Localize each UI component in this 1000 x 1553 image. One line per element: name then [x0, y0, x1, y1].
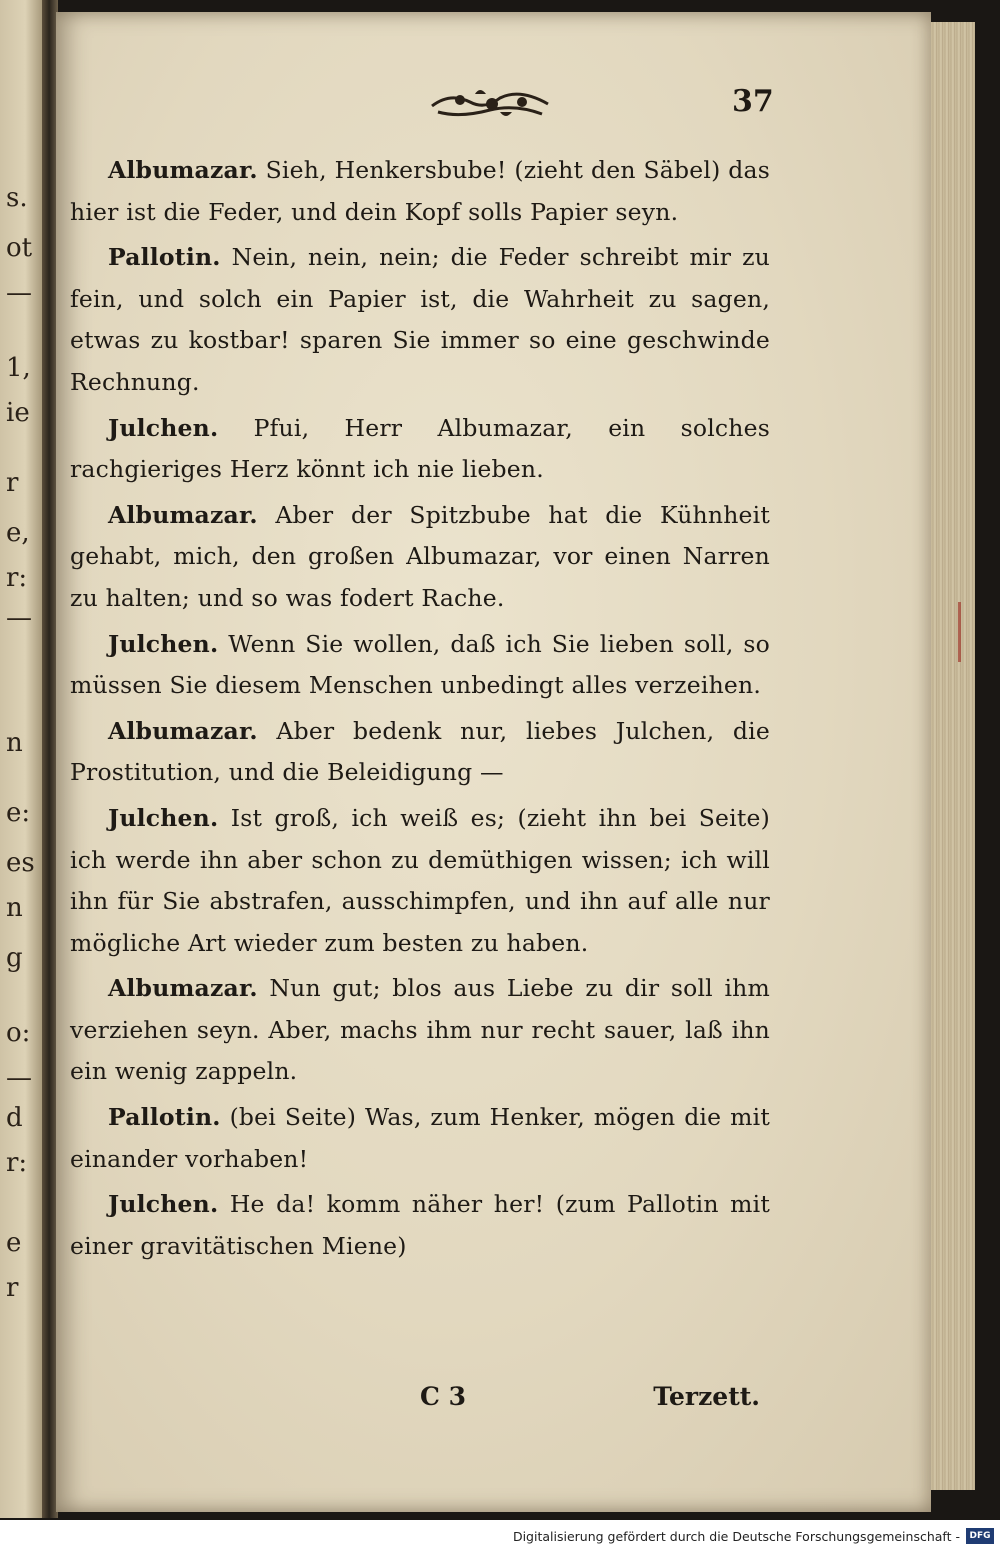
dialogue-text: Pfui, Herr Albumazar, ein solches rachgieriges Herz könnt ich nie lieben. — [70, 413, 770, 484]
speaker-name: Julchen. — [108, 413, 219, 442]
dialogue-paragraph — [70, 237, 770, 403]
dialogue-paragraph — [70, 711, 770, 794]
dialogue-text: Sieh, Henkersbube! (zieht den Säbel) das hier ist die Feder, und dein Kopf solls Papier seyn. — [70, 156, 771, 226]
dialogue-text: Nein, nein, nein; die Feder schreibt mir zu fein, und solch ein Papier ist, die Wahrheit zu sagen, etwas zu kostbar! sparen Sie immer so eine geschwinde Rechnung. — [70, 243, 771, 396]
left-page-fragment: s. — [6, 183, 28, 213]
speaker-name: Pallotin. — [108, 243, 221, 272]
left-page-fragment: e, — [6, 518, 30, 548]
left-page-fragment: r: — [6, 1148, 28, 1178]
catchword: Terzett. — [653, 1382, 760, 1411]
left-page-fragment: n — [6, 893, 23, 923]
dialogue-text: Ist groß, ich weiß es; (zieht ihn bei Seite) ich werde ihn aber schon zu demüthigen wissen; ich will ihn für Sie abstrafen, ausschimpfen, und ihn auf alle nur mögliche Art wieder zum besten zu haben. — [70, 803, 771, 957]
dialogue-text: Nun gut; blos aus Liebe zu dir soll ihm verziehen seyn. Aber, machs ihm nur recht sauer, laß ihn ein wenig zappeln. — [70, 974, 771, 1086]
left-page-fragment: r — [6, 1273, 19, 1303]
left-page-fragment: d — [6, 1103, 23, 1133]
left-page-fragment: ie — [6, 398, 30, 428]
left-page-fragment: o: — [6, 1018, 31, 1048]
signature-mark: C 3 — [420, 1382, 466, 1411]
page-number: 37 — [732, 84, 774, 119]
dialogue-text: He da! komm näher her! (zum Pallotin mit einer gravitätischen Miene) — [70, 1190, 770, 1260]
decorative-ornament — [430, 84, 552, 122]
left-page-fragment: — — [6, 603, 32, 633]
dialogue-paragraph — [70, 968, 770, 1093]
dialogue-paragraph — [70, 408, 770, 491]
previous-page-margin — [0, 0, 42, 1518]
left-page-fragment: n — [6, 728, 23, 758]
speaker-name: Julchen. — [108, 803, 219, 832]
left-page-fragment: 1, — [6, 353, 31, 383]
left-page-fragment: g — [6, 943, 23, 973]
speaker-name: Julchen. — [108, 629, 219, 658]
dialogue-text: Wenn Sie wollen, daß ich Sie lieben soll, so müssen Sie diesem Menschen unbedingt alles verzeihen. — [70, 629, 770, 700]
dialogue-paragraph — [70, 624, 770, 707]
dialogue-paragraph — [70, 495, 770, 620]
dfg-logo-icon: DFG — [966, 1528, 994, 1544]
speaker-name: Albumazar. — [108, 500, 258, 529]
speaker-name: Albumazar. — [108, 716, 258, 745]
left-page-fragment: e — [6, 1228, 22, 1258]
red-ink-mark — [958, 602, 961, 662]
speaker-name: Albumazar. — [108, 156, 258, 184]
left-page-fragment: r — [6, 468, 19, 498]
left-page-fragment: — — [6, 1063, 32, 1093]
dialogue-paragraph — [70, 1184, 770, 1267]
credit-text: Digitalisierung gefördert durch die Deutsche Forschungsgemeinschaft - — [512, 1529, 960, 1544]
dialogue-text: Aber der Spitzbube hat die Kühnheit gehabt, mich, den großen Albumazar, vor einen Narren zu halten; und so was fodert Rache. — [70, 500, 770, 612]
credit-bar — [0, 1520, 1000, 1553]
left-page-fragment: r: — [6, 563, 28, 593]
speaker-name: Julchen. — [108, 1190, 219, 1219]
dialogue-text: (bei Seite) Was, zum Henker, mögen die mit einander vorhaben! — [70, 1103, 770, 1173]
left-page-fragment: ot — [6, 233, 33, 263]
page-footer — [70, 1382, 770, 1422]
dialogue-paragraph — [70, 150, 770, 233]
dialogue-paragraph — [70, 798, 770, 964]
speaker-name: Albumazar. — [108, 974, 258, 1003]
dialogue-text: Aber bedenk nur, liebes Julchen, die Prostitution, und die Beleidigung — — [70, 716, 770, 787]
left-page-fragment: e: — [6, 798, 31, 828]
page-edges — [931, 22, 975, 1490]
play-text — [70, 150, 770, 1271]
dialogue-paragraph — [70, 1097, 770, 1180]
speaker-name: Pallotin. — [108, 1103, 221, 1132]
left-page-fragment: — — [6, 278, 32, 308]
left-page-fragment: es — [6, 848, 35, 878]
